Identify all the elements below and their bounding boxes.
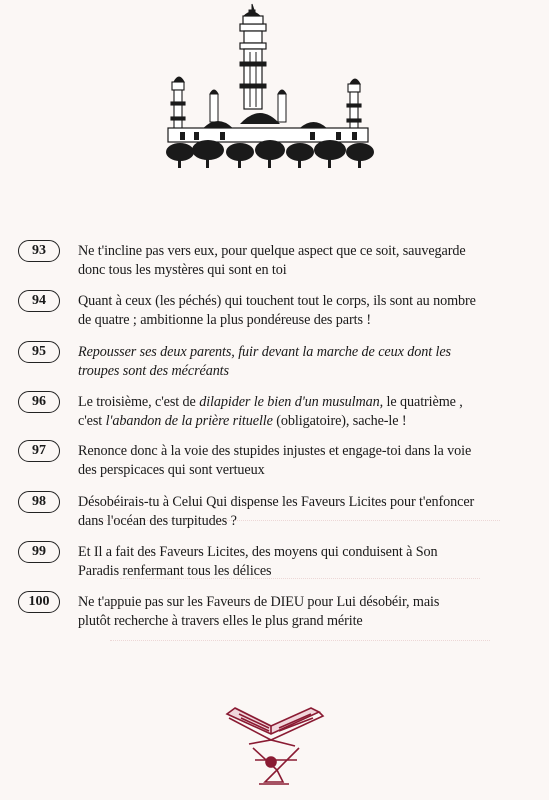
verse-line: Et Il a fait des Faveurs Licites, des moyens qui conduisent à Son bbox=[78, 544, 438, 560]
verse-line: Ne t'incline pas vers eux, pour quelque aspect que ce soit, sauvegarde bbox=[78, 243, 466, 259]
verse-text bbox=[78, 393, 533, 431]
verse-line: donc tous les mystères qui sont en toi bbox=[78, 262, 287, 278]
verse-number: 100 bbox=[18, 591, 60, 613]
bleed-through-text bbox=[110, 640, 490, 642]
verse-line: c'est l'abandon de la prière rituelle (obligatoire), sache-le ! bbox=[78, 413, 407, 429]
verse-number: 97 bbox=[18, 440, 60, 462]
verse-text bbox=[78, 442, 533, 480]
verse-line: troupes sont des mécréants bbox=[78, 363, 229, 379]
verse-line: Le troisième, c'est de dilapider le bien d'un musulman, le quatrième , bbox=[78, 394, 463, 410]
verse-text bbox=[78, 292, 533, 330]
verse-number: 94 bbox=[18, 290, 60, 312]
verse-number: 96 bbox=[18, 391, 60, 413]
verse-line: Désobéirais-tu à Celui Qui dispense les Faveurs Licites pour t'enfoncer bbox=[78, 494, 475, 510]
verse-line: plutôt recherche à travers elles le plus grand mérite bbox=[78, 613, 363, 629]
verse-number: 99 bbox=[18, 541, 60, 563]
verse-line: Ne t'appuie pas sur les Faveurs de DIEU pour Lui désobéir, mais bbox=[78, 594, 440, 610]
mosque-illustration bbox=[160, 2, 382, 170]
verse-line: Repousser ses deux parents, fuir devant la marche de ceux dont les bbox=[78, 344, 451, 360]
verse-line: Renonce donc à la voie des stupides injustes et engage-toi dans la voie bbox=[78, 443, 472, 459]
verse-line: des perspicaces qui sont vertueux bbox=[78, 462, 265, 478]
verse-number: 98 bbox=[18, 491, 60, 513]
verse-number: 95 bbox=[18, 341, 60, 363]
verse-line: dans l'océan des turpitudes ? bbox=[78, 513, 237, 529]
verse-text bbox=[78, 593, 533, 631]
verse-line: Quant à ceux (les péchés) qui touchent tout le corps, ils sont au nombre bbox=[78, 293, 476, 309]
verse-text bbox=[78, 493, 533, 531]
quran-on-stand-illustration bbox=[219, 700, 329, 790]
verse-text bbox=[78, 242, 533, 280]
verse-number: 93 bbox=[18, 240, 60, 262]
verse-line: Paradis renfermant tous les délices bbox=[78, 563, 272, 579]
verse-line: de quatre ; ambitionne la plus pondéreuse des parts ! bbox=[78, 312, 371, 328]
verse-text bbox=[78, 543, 533, 581]
verse-text bbox=[78, 343, 533, 381]
